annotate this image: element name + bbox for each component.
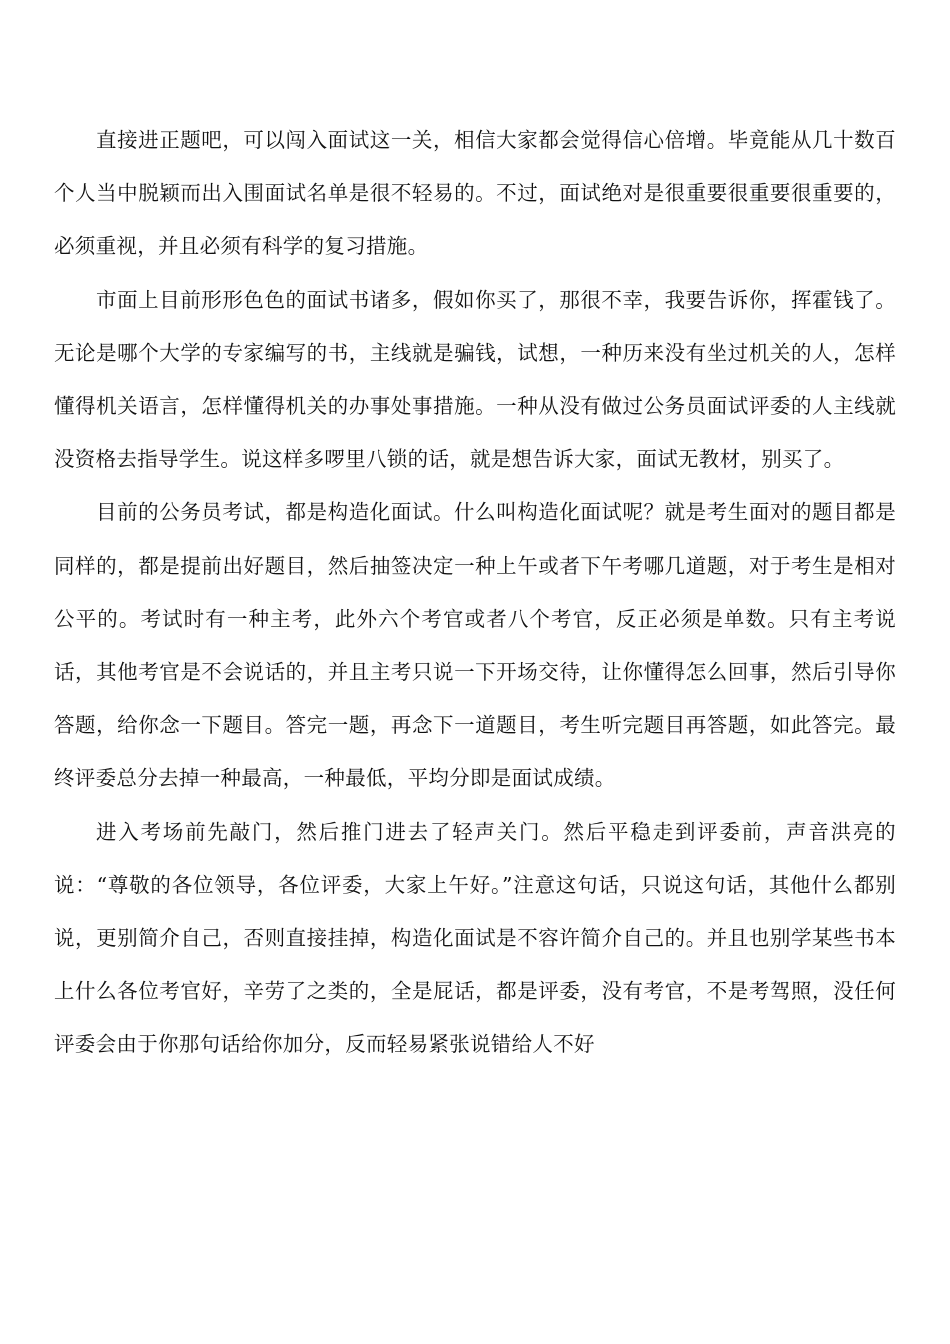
paragraph-4: 进入考场前先敲门，然后推门进去了轻声关门。然后平稳走到评委前，声音洪亮的说：“尊敬的各位领导，各位评委，大家上午好。”注意这句话，只说这句话，其他什么都别说，更别简介自己，否则直接挂掉，构造化面试是不容许简介自己的。并且也别学某些书本上什么各位考官好，辛劳了之类的，全是屁话，都是评委，没有考官，不是考驾照，没任何评委会由于你那句话给你加分，反而轻易紧张说错给人不好 [54,819,896,1057]
paragraph-3: 目前的公务员考试，都是构造化面试。什么叫构造化面试呢？就是考生面对的题目都是同样的，都是提前出好题目，然后抽签决定一种上午或者下午考哪几道题，对于考生是相对公平的。考试时有一种主考，此外六个考官或者八个考官，反正必须是单数。只有主考说话，其他考官是不会说话的，并且主考只说一下开场交待，让你懂得怎么回事，然后引导你答题，给你念一下题目。答完一题，再念下一道题目，考生听完题目再答题，如此答完。最终评委总分去掉一种最高，一种最低，平均分即是面试成绩。 [54,500,896,791]
paragraph-2: 市面上目前形形色色的面试书诸多，假如你买了，那很不幸，我要告诉你，挥霍钱了。无论是哪个大学的专家编写的书，主线就是骗钱，试想，一种历来没有坐过机关的人，怎样懂得机关语言，怎样懂得机关的办事处事措施。一种从没有做过公务员面试评委的人主线就没资格去指导学生。说这样多啰里八锁的话，就是想告诉大家，面试无教材，别买了。 [54,287,896,472]
paragraph-1: 直接进正题吧，可以闯入面试这一关，相信大家都会觉得信心倍增。毕竟能从几十数百个人当中脱颖而出入围面试名单是很不轻易的。不过，面试绝对是很重要很重要很重要的，必须重视，并且必须有科学的复习措施。 [54,128,896,259]
document-body [54,114,896,1072]
